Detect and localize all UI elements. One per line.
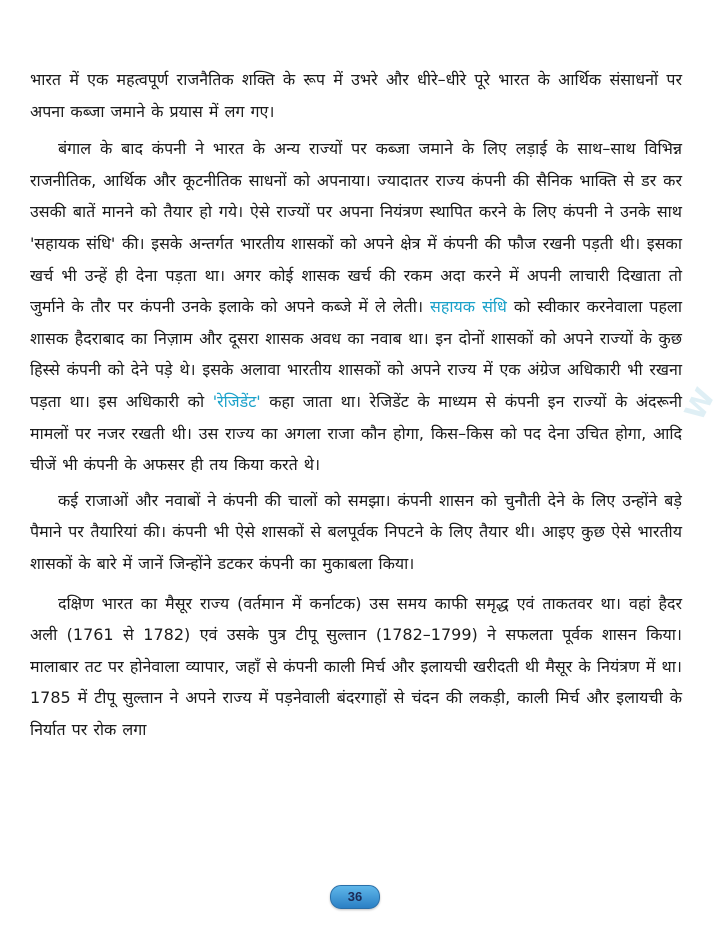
paragraph-2-text-a: बंगाल के बाद कंपनी ने भारत के अन्य राज्यों पर कब्जा जमाने के लिए लड़ाई के साथ–साथ विभिन्न राजनीतिक, आर्थिक और कूटनीतिक साधनों को अपनाया। ज्यादातर राज्य कंपनी की सैनिक भाक्ति से डर कर उसकी बातें मानने को तैयार हो गये। ऐसे राज्यों पर अपना नियंत्रण स्थापित करने के लिए कंपनी ने उनके साथ 'सहायक संधि' की। इसके अन्तर्गत भारतीय शासकों को अपने क्षेत्र में कंपनी की फौज रखनी पड़ती थी। इसका खर्च भी उन्हें ही देना पड़ता था। अगर कोई शासक खर्च की रकम अदा करने में अपनी लाचारी दिखाता तो जुर्माने के तौर पर कंपनी उनके इलाके को अपने कब्जे में ले लेती। (30, 139, 682, 317)
paragraph-1-text: भारत में एक महत्वपूर्ण राजनैतिक शक्ति के रूप में उभरे और धीरे–धीरे पूरे भारत के आर्थिक संसाधनों पर अपना कब्जा जमाने के प्रयास में लग गए। (30, 70, 682, 121)
term-resident: 'रेजिडेंट' (212, 391, 261, 411)
page-number-badge: 36 (330, 885, 380, 909)
watermark: W (678, 382, 722, 426)
paragraph-2-text-c: कहा जाता था। रेजिडेंट के माध्यम से कंपनी इन राज्यों के अंदरूनी मामलों पर नजर रखती थी। उस राज्य का अगला राजा कौन होगा, किस–किस को पद देना उचित होगा, आदि चीजें भी कंपनी के अफसर ही तय किया करते थे। (30, 391, 682, 475)
paragraph-1 (30, 64, 682, 127)
term-sahayak-sandhi: सहायक संधि (430, 297, 507, 317)
paragraph-4-text: दक्षिण भारत का मैसूर राज्य (वर्तमान में कर्नाटक) उस समय काफी समृद्ध एवं ताकतवर था। वहां हैदर अली (1761 से 1782) एवं उसके पुत्र टीपू सुल्तान (1782–1799) ने सफलता पूर्वक शासन किया। मालाबार तट पर होनेवाला व्यापार, जहाँ से कंपनी काली मिर्च और इलायची खरीदती थी मैसूर के नियंत्रण में था। 1785 में टीपू सुल्तान ने अपने राज्य में पड़नेवाली बंदरगाहों से चंदन की लकड़ी, काली मिर्च और इलायची के निर्यात पर रोक लगा (30, 593, 682, 739)
paragraph-3 (30, 485, 682, 580)
main-content (30, 64, 682, 745)
paragraph-3-text: कई राजाओं और नवाबों ने कंपनी की चालों को समझा। कंपनी शासन को चुनौती देने के लिए उन्होंने बड़े पैमाने पर तैयारियां की। कंपनी भी ऐसे शासकों से बलपूर्वक निपटने के लिए तैयार थी। आइए कुछ ऐसे भारतीय शासकों के बारे में जानें जिन्होंने डटकर कंपनी का मुकाबला किया। (30, 490, 682, 573)
paragraph-2-text-b: को स्वीकार करनेवाला पहला शासक हैदराबाद का निज़ाम और दूसरा शासक अवध का नवाब था। इन दोनों शासकों को अपने राज्यों के कुछ हिस्से कंपनी को देने पड़े थे। इसके अलावा भारतीय शासकों को अपने राज्य में एक अंग्रेज अधिकारी भी रखना पड़ता था। इस अधिकारी को (30, 297, 682, 411)
paragraph-2 (30, 133, 682, 481)
paragraph-4 (30, 588, 682, 746)
